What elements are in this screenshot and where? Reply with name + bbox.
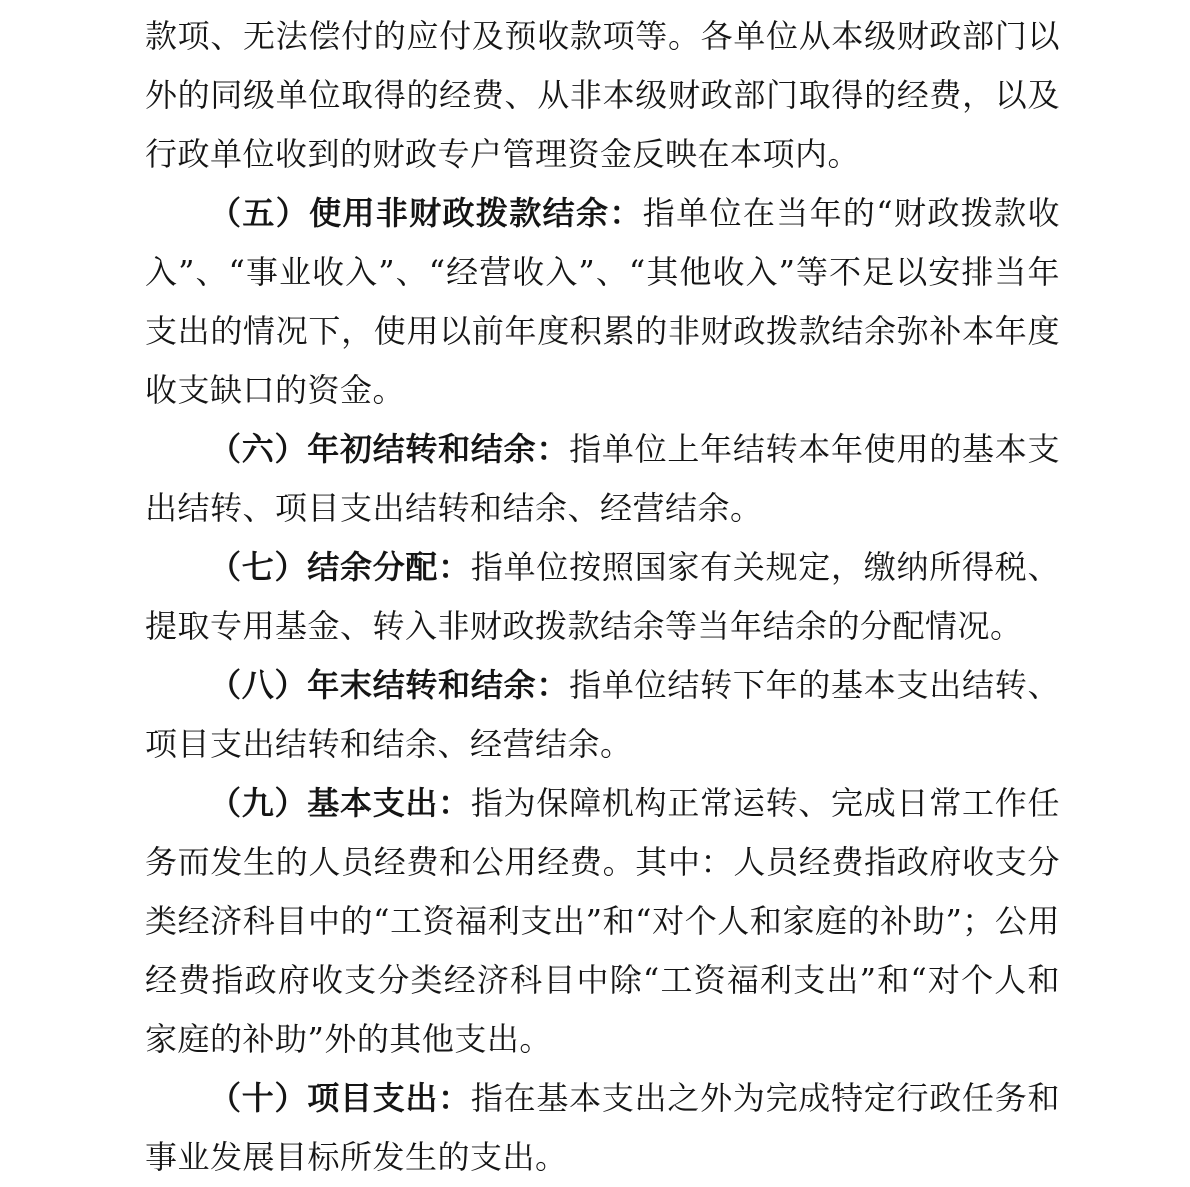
paragraph bbox=[145, 774, 1060, 1069]
paragraph-heading: （六）年初结转和结余： bbox=[209, 430, 570, 468]
paragraph-text: 指单位按照国家有关规定，缴纳所得税、提取专用基金、转入非财政拨款结余等当年结余的分配情况。 bbox=[145, 548, 1060, 645]
paragraph bbox=[145, 420, 1060, 538]
paragraph-text: 指单位在当年的“财政拨款收入”、“事业收入”、“经营收入”、“其他收入”等不足以安排当年支出的情况下，使用以前年度积累的非财政拨款结余弥补本年度收支缺口的资金。 bbox=[145, 194, 1060, 409]
paragraph-text: 指单位结转下年的基本支出结转、项目支出结转和结余、经营结余。 bbox=[145, 666, 1060, 763]
paragraph-heading: （十）项目支出： bbox=[209, 1079, 471, 1117]
paragraph-heading: （八）年末结转和结余： bbox=[209, 666, 570, 704]
paragraph-heading: （七）结余分配： bbox=[209, 548, 471, 586]
paragraph-heading: （五）使用非财政拨款结余： bbox=[209, 194, 643, 232]
paragraph bbox=[145, 7, 1060, 184]
paragraph bbox=[145, 1069, 1060, 1187]
paragraph-text: 指单位上年结转本年使用的基本支出结转、项目支出结转和结余、经营结余。 bbox=[145, 430, 1060, 527]
paragraph bbox=[145, 538, 1060, 656]
paragraph bbox=[145, 184, 1060, 420]
paragraph-text: 指为保障机构正常运转、完成日常工作任务而发生的人员经费和公用经费。其中：人员经费指政府收支分类经济科目中的“工资福利支出”和“对个人和家庭的补助”；公用经费指政府收支分类经济科目中除“工资福利支出”和“对个人和家庭的补助”外的其他支出。 bbox=[145, 784, 1060, 1058]
paragraph bbox=[145, 656, 1060, 774]
paragraph-heading: （九）基本支出： bbox=[209, 784, 471, 822]
paragraph-text: 指在基本支出之外为完成特定行政任务和事业发展目标所发生的支出。 bbox=[145, 1079, 1060, 1176]
paragraph-text: 款项、无法偿付的应付及预收款项等。各单位从本级财政部门以外的同级单位取得的经费、从非本级财政部门取得的经费，以及行政单位收到的财政专户管理资金反映在本项内。 bbox=[145, 17, 1060, 173]
